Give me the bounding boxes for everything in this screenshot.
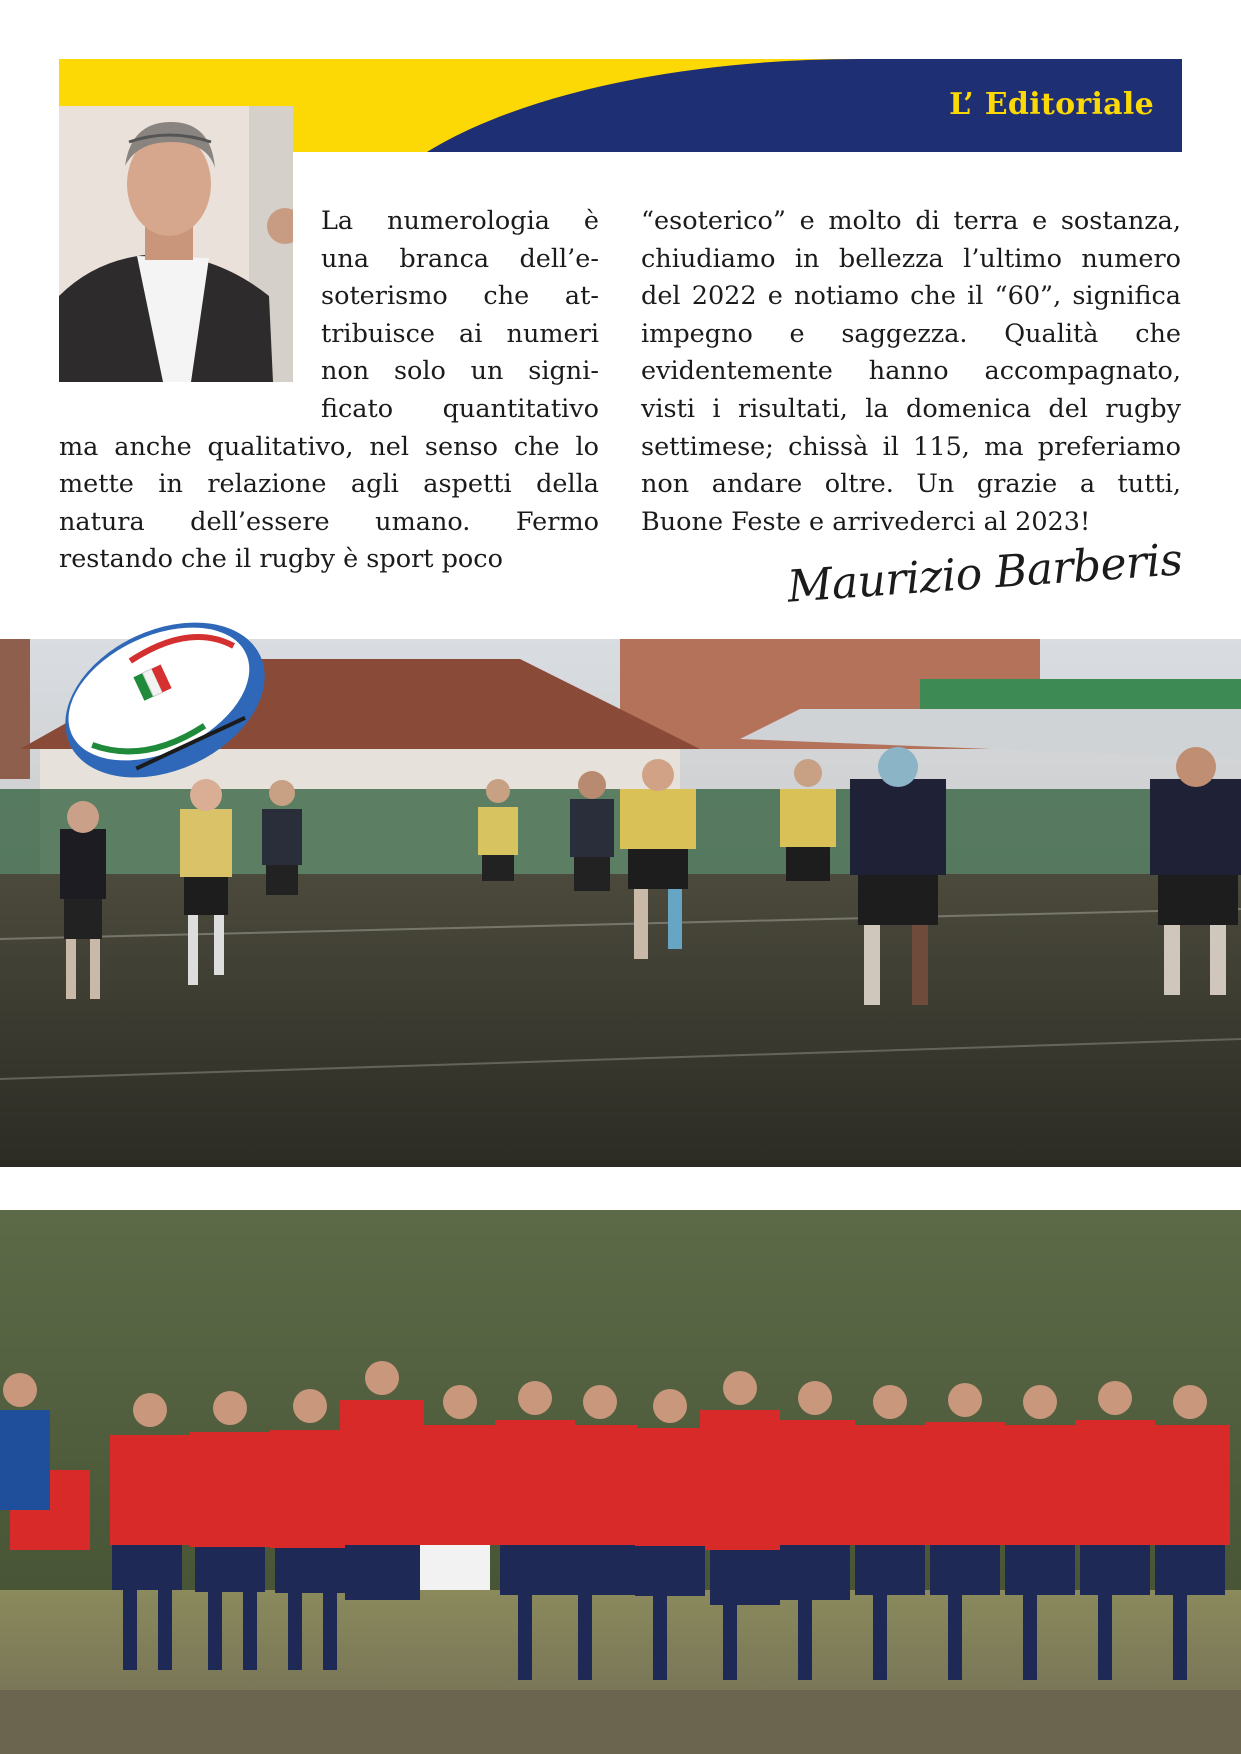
portrait-spacer [59,203,321,409]
author-signature: Maurizio Barberis [785,534,1184,613]
article-column-left [59,203,599,579]
rugby-ball-icon [50,600,280,800]
section-title: L’ Editoriale [949,87,1154,122]
article-column-right [641,203,1181,541]
article-text-left: La numerologia è una branca dell’esoterismo che attribuisce ai numeri non solo un significato quantitativo ma anche qualitativo, nel senso che lo mette in relazione agli aspetti della natura dell’essere umano. Fermo restando che il rugby è sport poco [59,206,599,575]
rugby-ball [50,600,280,800]
rugby-team-huddle-photo [0,1210,1241,1754]
article-text-right: “esoterico” e molto di terra e sostanza, chiudiamo in bellezza l’ultimo numero del 2022 e notiamo che il “60”, significa impegno e saggezza. Qualità che evidentemente hanno accompagnato, visti i risultati, la domenica del rugby settimese; chissà il 115, ma preferiamo non andare oltre. Un grazie a tutti, Buone Feste e arrivederci al 2023! [641,206,1181,537]
rugby-team-photo [0,1210,1241,1754]
